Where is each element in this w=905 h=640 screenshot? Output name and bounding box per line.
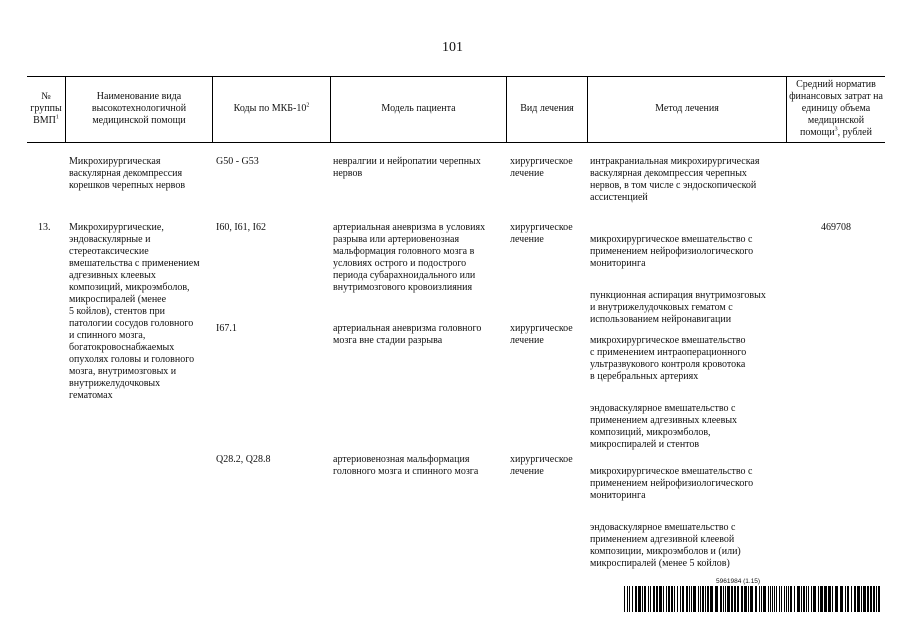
page-number: 101 [442,40,463,55]
treatment-method: интракраниальная микрохирургическая васкулярная декомпрессия черепных нервов, в том числе с эндоскопической ассистенцией [590,156,760,203]
treatment-type: хирургическое лечение [510,454,573,477]
group-number: 13. [38,222,51,233]
cost-value: 469708 [821,222,851,233]
patient-model: артериальная аневризма в условиях разрыва или артериовенозная мальформация головного мозга в условиях острого и подострого периода субарахноидального или внутримозгового кровоизлияния [333,222,486,293]
icd-codes: I60, I61, I62 [216,222,266,233]
treatment-type: хирургическое лечение [510,156,573,179]
patient-model: артериовенозная мальформация головного мозга и спинного мозга [333,454,479,477]
method-option: микрохирургическое вмешательство с применением нейрофизиологического мониторинга [590,234,754,269]
method-option: микрохирургическое вмешательство с применением нейрофизиологического мониторинга [590,466,754,501]
patient-model: невралгии и нейропатии черепных нервов [333,156,481,179]
care-type-name: Микрохирургическая васкулярная декомпрессия корешков черепных нервов [69,156,186,191]
icd-codes: I67.1 [216,323,237,334]
header-group-number: № группы ВМП$^1$ [30,91,62,126]
method-option: пункционная аспирация внутримозговых и внутрижелудочковых гематом с использованием нейронавигации [590,290,766,325]
patient-model: артериальная аневризма головного мозга вне стадии разрыва [333,323,482,346]
barcode-icon [624,586,880,612]
barcode-number: 5961984 (1.15) [716,578,761,585]
header-treatment-type: Вид лечения [520,103,574,114]
icd-codes: G50 - G53 [216,156,259,167]
care-type-name: Микрохирургические, эндоваскулярные и стереотаксические вмешательства с применением адгезивных клеевых композиций, микроэмболов, микроспиралей (менее 5 койлов), стентов при патологии сосудов головного и спинного мозга, богатокровоснабжаемых опухолях головы и головного мозга, внутримозговых и внутрижелудочковых гематомах [69,222,200,401]
header-cost-standard: Средний норматив финансовых затрат на единицу объема медицинской помощи$^3$, рублей [789,79,883,138]
method-option: эндоваскулярное вмешательство с применением адгезивных клеевых композиций, микроэмболов, микроспиралей и стентов [590,403,738,450]
treatment-method [590,323,786,451]
treatment-type: хирургическое лечение [510,222,573,245]
method-option: микрохирургическое вмешательство с применением интраоперационного ультразвукового контроля кровотока в церебральных артериях [590,335,747,382]
header-treatment-method: Метод лечения [655,103,719,114]
header-patient-model: Модель пациента [381,103,456,114]
treatment-type: хирургическое лечение [510,323,573,346]
treatment-method [590,222,786,326]
method-option: эндоваскулярное вмешательство с применением адгезивной клеевой композиции, микроэмболов и (или) микроспиралей (менее 5 койлов) [590,522,741,569]
treatment-method [590,454,786,570]
header-care-type: Наименование вида высокотехнологичной медицинской помощи [91,91,187,126]
header-icd-codes: Коды по МКБ-$10^2$ [233,102,310,114]
icd-codes: Q28.2, Q28.8 [216,454,271,465]
header-bottom-rule [27,142,885,143]
